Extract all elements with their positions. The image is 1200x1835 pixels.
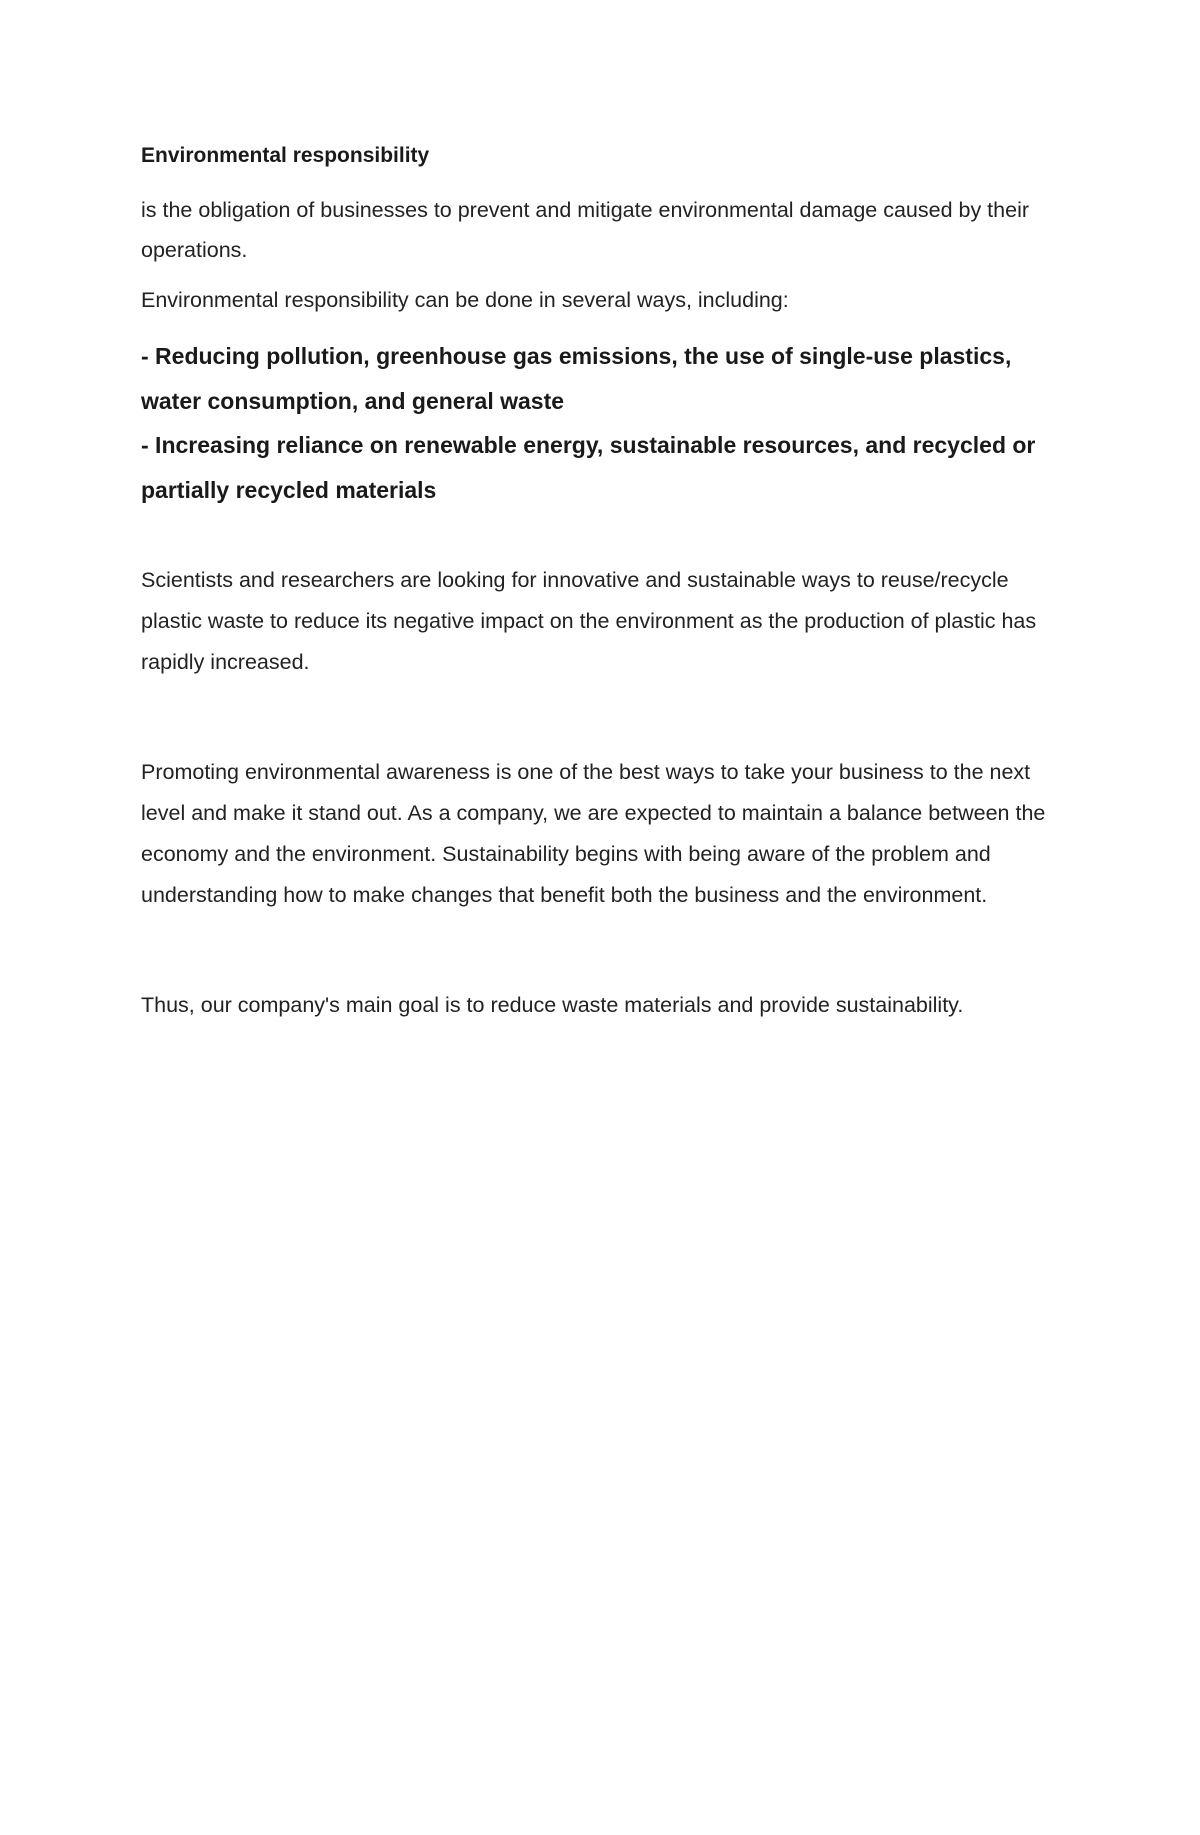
list-item: - Increasing reliance on renewable energy, sustainable resources, and recycled or partially recycled materials [141,432,1036,503]
promoting-paragraph: Promoting environmental awareness is one of the best ways to take your business to the next level and make it stand out. As a company, we are expected to maintain a balance between the economy and the environment. Sustainability begins with being aware of the problem and understanding how to make changes that benefit both the business and the environment. [141,760,1046,907]
intro-paragraph: is the obligation of businesses to prevent and mitigate environmental damage caused by their operations. [141,198,1030,262]
document-title: Environmental responsibility [141,144,430,167]
ways-intro-paragraph: Environmental responsibility can be done in several ways, including: [141,288,789,312]
scientists-paragraph: Scientists and researchers are looking for innovative and sustainable ways to reuse/recycle plastic waste to reduce its negative impact on the environment as the production of plastic has rapidly increased. [141,568,1037,674]
document-page [141,138,1066,1026]
ways-list [141,334,1066,512]
list-item: - Reducing pollution, greenhouse gas emissions, the use of single-use plastics, water consumption, and general waste [141,343,1012,414]
conclusion-paragraph: Thus, our company's main goal is to reduce waste materials and provide sustainability. [141,993,964,1017]
